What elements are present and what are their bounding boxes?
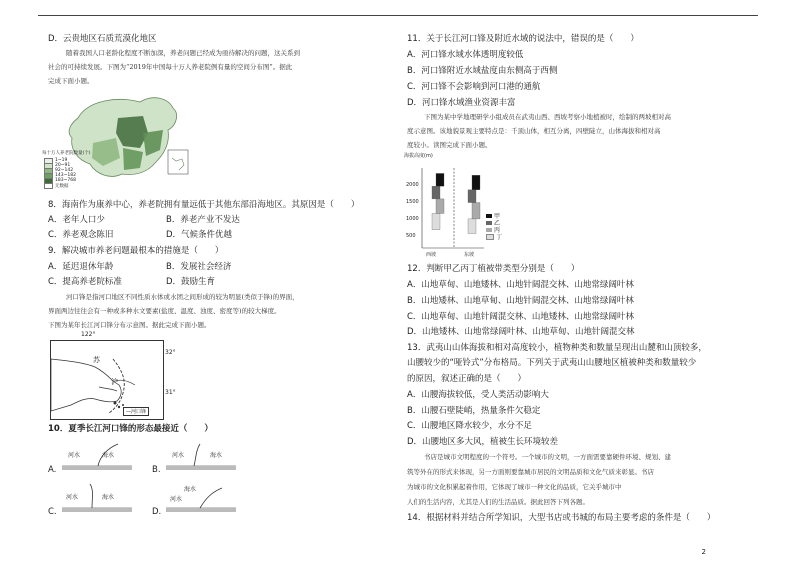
chart-legend-item: 丁 [496, 234, 503, 241]
question-10: 10．夏季长江河口锋的形态最接近（ ） [48, 424, 213, 434]
chart-bar-丁 [468, 219, 476, 234]
q8-option-a: A．老年人口少 [48, 215, 105, 225]
map-legend-item: 1~19 [55, 158, 68, 163]
river-water-label: 河水 [172, 452, 185, 459]
q11-option-b: B．河口锋附近水域盐度由东侧高于西侧 [407, 66, 558, 76]
chart-legend-item: 丙 [494, 227, 501, 234]
intro4-line4: 人们的生活内容，尤其是人们的生活品质。据此回答下列各题。 [407, 498, 589, 506]
q9-option-d: D．鼓励生育 [166, 277, 216, 287]
q8-option-d: D．气候条件优越 [166, 230, 233, 240]
chart-svg [404, 152, 514, 260]
map2-longitude: 122° [81, 331, 96, 338]
map-legend-item: 143~182 [55, 173, 76, 178]
chart-bar-乙 [468, 190, 476, 203]
q13-option-c: C．山腰地区降水较少，水分不足 [407, 421, 532, 431]
river-water-label: 河水 [170, 496, 183, 503]
intro4-line1: 书店是城市文明程度的一个符号。一个城市的文明，一方面需要靠硬件环境、规划、建 [424, 453, 671, 461]
intro4-line2: 筑等外在的形式来体现，另一方面则要靠城市居民的文明品质和文化气质来彰显。书店 [407, 468, 654, 476]
chart-ytick: 500 [406, 233, 416, 239]
map2-legend: —河口锋 [123, 407, 149, 416]
q12-option-b: B．山地矮林、山地草甸、山地针阔混交林、山地常绿阔叶林 [407, 296, 634, 306]
q8-option-c: C．养老观念陈旧 [48, 230, 114, 240]
chart-bar-丙 [436, 199, 444, 214]
q9-option-c: C．提高养老院标准 [48, 277, 122, 287]
intro1-line2: 社会的可持续发展。下图为“2019年中国每十万人养老院例有量的空间分布图”。据此 [48, 63, 293, 71]
chart-bar-甲 [472, 175, 480, 190]
map2-label-hu: 沪 [111, 378, 118, 386]
sea-water-label: 海水 [210, 452, 223, 459]
question-9: 9．解决城市养老问题最根本的措施是（ ） [48, 246, 224, 256]
intro3-line1: 下图为某中学地理研学小组成员在武夷山西、西坡考察小地植被时，绘制的两坡相对高 [424, 113, 671, 121]
q12-option-a: A．山地草甸、山地矮林、山地针阔混交林、山地常绿阔叶林 [407, 280, 634, 290]
question-11: 11．关于长江河口锋及附近水域的说法中，错误的是（ ） [407, 34, 639, 44]
q12-option-c: C．山地草甸、山地针阔混交林、山地矮林、山地常绿阔叶林 [407, 312, 634, 322]
map-legend [44, 158, 76, 188]
q9-option-a: A．延迟退休年龄 [48, 262, 114, 272]
q12-option-d: D．山地矮林、山地常绿阔叶林、山地草甸、山地针阔混交林 [407, 327, 635, 337]
q11-option-c: C．河口锋不会影响到河口港的通航 [407, 82, 541, 92]
sea-water-label: 海水 [102, 494, 115, 501]
chart-xlabel-east: 东坡 [464, 252, 475, 258]
chart-ytick: 1500 [406, 199, 419, 205]
chart-legend [486, 212, 502, 240]
question-8: 8．海南作为康养中心，养老院拥有量远低于其他东部沿海地区。其原因是（ ） [48, 200, 360, 210]
q8-option-b: B．养老产业不发达 [166, 215, 240, 225]
intro1-line1: 随着我国人口老龄化程度不断加深，养老问题已经成为亟待解决的问题，这关系到 [66, 49, 300, 57]
map-legend-title: 每十万人养老院数量(个) [42, 151, 91, 156]
map-legend-item: 20~91 [55, 163, 71, 168]
vegetation-chart [404, 152, 514, 260]
q10-option-b-figure [166, 440, 236, 476]
chart-ytick: 1000 [406, 216, 419, 222]
q11-option-d: D．河口锋水域渔业资源丰富 [407, 98, 516, 108]
intro2-line3: 下图为某年长江河口锋分布示意图。据此完成下面小题。 [48, 321, 211, 329]
sea-water-label: 海水 [184, 486, 197, 493]
question-13-line1: 13．武夷山山体海拔和相对高度较小，植物种类和数量呈现出山麓和山顶较多， [407, 343, 707, 353]
chart-ytick: 2000 [406, 182, 419, 188]
q10-label-c: C. [48, 507, 57, 517]
q10-option-a-figure [62, 440, 132, 476]
prev-option-d: D．云贵地区石质荒漠化地区 [48, 34, 157, 44]
q10-label-d: D. [152, 507, 162, 517]
chart-xlabel-west: 西坡 [426, 252, 437, 258]
estuary-map-figure [50, 331, 176, 420]
map2-latitude-31: 31° [165, 389, 176, 396]
question-13-line3: 的原因，叙述正确的是（ ） [407, 374, 527, 384]
river-water-label: 河水 [68, 452, 81, 459]
chart-bar-丁 [432, 213, 440, 229]
question-14: 14．根据材料并结合所学知识，大型书店或书城的布局主要考虑的条件是（ ） [407, 513, 716, 523]
river-water-label: 河水 [66, 494, 79, 501]
q13-option-a: A．山腰海拔较低，受人类活动影响大 [407, 390, 549, 400]
q10-label-a: A. [48, 465, 57, 475]
intro2-line1: 河口锋是指河口地区不同性质水体或水团之间形成的较为明显(类似于锋)的界面， [66, 293, 299, 301]
intro3-line2: 度示意图。该地貌景观主要特点是：千顶山体，相互分离，四壁陡立，山体海拔和相对高 [407, 127, 661, 135]
intro3-line3: 度较小。读图完成下面小题。 [407, 141, 492, 149]
map-legend-item: 92~142 [55, 168, 74, 173]
intro2-line2: 界面两边往往会有一种或多种水文要素(盐度、温度、浊度、密度等)的较大梯度。 [48, 307, 281, 315]
chart-bar-乙 [432, 186, 440, 199]
q13-option-d: D．山腰地区多大风，植被生长环境较差 [407, 437, 559, 447]
map2-label-su: 苏 [93, 356, 100, 364]
q10-option-c-figure [62, 480, 132, 516]
chart-ylabel: 海拔高度(m) [404, 153, 433, 159]
question-13-line2: 山腰较少的“哑铃式”分布格局。下列关于武夷山山腰地区植被种类和数量较少 [407, 358, 697, 368]
q10-label-b: B. [152, 465, 161, 475]
chart-legend-item: 甲 [494, 213, 501, 220]
intro1-line3: 完成下面小题。 [48, 77, 94, 85]
map2-latitude-32: 32° [165, 349, 176, 356]
sea-water-label: 海水 [102, 452, 115, 459]
chart-bar-甲 [436, 173, 444, 186]
q10-option-d-figure [166, 480, 236, 516]
page-number: 2 [701, 548, 706, 556]
q11-option-a: A．河口锋水域水体透明度较低 [407, 50, 524, 60]
map-legend-item: 无数据 [55, 183, 69, 189]
header-rule [38, 15, 758, 16]
question-12: 12．判断甲乙丙丁植被带类型分别是（ ） [407, 264, 580, 274]
china-map-figure [42, 88, 198, 189]
chart-legend-item: 乙 [494, 220, 501, 227]
intro4-line3: 为城市的文化积累起着作用，它体现了城市一种文化的品质，它关乎城市中 [407, 483, 622, 491]
q9-option-b: B．发展社会经济 [166, 262, 232, 272]
chart-bar-丙 [472, 203, 480, 219]
q13-option-b: B．山腰石壁陡峭，热量条件欠稳定 [407, 406, 541, 416]
map-legend-item: 183~768 [55, 178, 76, 183]
